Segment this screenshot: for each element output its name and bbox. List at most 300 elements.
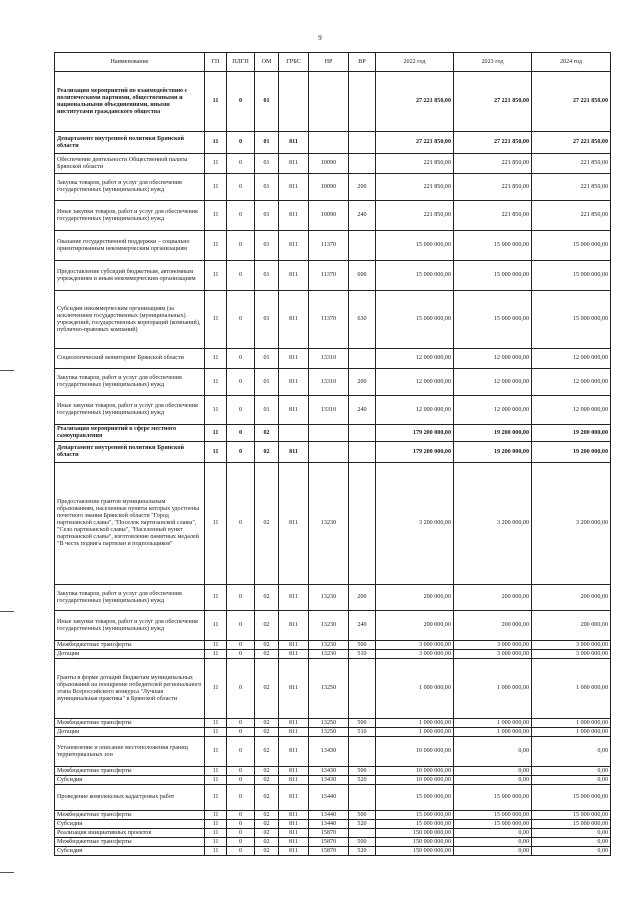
cell-nr: 13440 — [309, 811, 349, 820]
cell-nr: 13440 — [309, 785, 349, 811]
cell-plgp: 0 — [227, 72, 255, 132]
cell-amount-2024: 0,00 — [532, 737, 611, 767]
cell-name: Предоставление грантов муниципальным образованиям, населенные пункты которых удостоены почетного звания Брянской области "Город партизанской славы", "Поселок партизанской славы", "Село партизанской славы", "Населенный пункт партизанской славы", изготовление памятных медалей "В честь подвига партизан и подпольщиков" — [55, 463, 205, 585]
cell-vr: 240 — [349, 201, 376, 231]
cell-name: Установление и описание местоположения границ территориальных зон — [55, 737, 205, 767]
cell-plgp: 0 — [227, 650, 255, 659]
cell-amount-2024: 0,00 — [532, 767, 611, 776]
cell-vr — [349, 463, 376, 585]
cell-amount-2023: 27 221 850,00 — [454, 72, 532, 132]
cell-name: Департамент внутренней политики Брянской области — [55, 442, 205, 463]
cell-amount-2022: 15 000 000,00 — [376, 291, 454, 349]
cell-vr — [349, 785, 376, 811]
cell-amount-2023: 12 000 000,00 — [454, 396, 532, 425]
cell-amount-2024: 3 000 000,00 — [532, 650, 611, 659]
cell-name: Предоставление субсидий бюджетным, автономным учреждениям и иным некоммерческим организациям — [55, 261, 205, 291]
cell-plgp: 0 — [227, 261, 255, 291]
cell-grbs: 811 — [279, 785, 309, 811]
cell-amount-2022: 3 000 000,00 — [376, 650, 454, 659]
cell-amount-2024: 15 000 000,00 — [532, 261, 611, 291]
header-name: Наименование — [55, 53, 205, 72]
cell-plgp: 0 — [227, 396, 255, 425]
cell-om: 01 — [255, 154, 279, 174]
cell-name: Субсидии — [55, 820, 205, 829]
table-row — [55, 201, 611, 231]
cell-gp: 11 — [205, 820, 227, 829]
cell-amount-2022: 179 200 000,00 — [376, 425, 454, 442]
cell-vr: 520 — [349, 847, 376, 856]
cell-amount-2022: 12 000 000,00 — [376, 396, 454, 425]
cell-nr: 10090 — [309, 154, 349, 174]
cell-vr: 200 — [349, 369, 376, 396]
cell-gp: 11 — [205, 396, 227, 425]
cell-amount-2022: 221 850,00 — [376, 154, 454, 174]
cell-amount-2023: 3 200 000,00 — [454, 463, 532, 585]
cell-grbs: 811 — [279, 641, 309, 650]
cell-name: Департамент внутренней политики Брянской области — [55, 132, 205, 154]
cell-nr: 13310 — [309, 349, 349, 369]
cell-om: 01 — [255, 201, 279, 231]
table-row — [55, 847, 611, 856]
cell-grbs: 811 — [279, 396, 309, 425]
cell-plgp: 0 — [227, 349, 255, 369]
header-2022: 2022 год — [376, 53, 454, 72]
cell-grbs: 811 — [279, 442, 309, 463]
cell-nr: 15870 — [309, 847, 349, 856]
table-row — [55, 291, 611, 349]
table-row — [55, 737, 611, 767]
cell-name: Межбюджетные трансферты — [55, 811, 205, 820]
scan-edge-mark — [0, 611, 14, 612]
cell-grbs: 811 — [279, 369, 309, 396]
cell-om: 02 — [255, 847, 279, 856]
header-grbs: ГРБС — [279, 53, 309, 72]
cell-amount-2024: 15 000 000,00 — [532, 820, 611, 829]
cell-om: 01 — [255, 174, 279, 201]
cell-amount-2023: 221 850,00 — [454, 201, 532, 231]
header-plgp: ПЛГП — [227, 53, 255, 72]
cell-vr: 520 — [349, 820, 376, 829]
cell-grbs: 811 — [279, 132, 309, 154]
table-row — [55, 231, 611, 261]
cell-nr: 13230 — [309, 650, 349, 659]
cell-plgp: 0 — [227, 174, 255, 201]
cell-grbs: 811 — [279, 820, 309, 829]
table-row — [55, 396, 611, 425]
cell-om: 01 — [255, 231, 279, 261]
table-row — [55, 838, 611, 847]
cell-amount-2023: 12 000 000,00 — [454, 349, 532, 369]
table-header-row — [55, 53, 611, 72]
cell-nr: 11370 — [309, 291, 349, 349]
cell-om: 02 — [255, 776, 279, 785]
cell-nr: 10090 — [309, 201, 349, 231]
cell-om: 02 — [255, 820, 279, 829]
cell-plgp: 0 — [227, 611, 255, 641]
cell-amount-2023: 15 000 000,00 — [454, 261, 532, 291]
cell-grbs: 811 — [279, 811, 309, 820]
cell-plgp: 0 — [227, 463, 255, 585]
cell-nr — [309, 442, 349, 463]
cell-plgp: 0 — [227, 201, 255, 231]
cell-amount-2022: 1 000 000,00 — [376, 659, 454, 719]
cell-amount-2022: 200 000,00 — [376, 585, 454, 611]
cell-name: Закупка товаров, работ и услуг для обеспечения государственных (муниципальных) нужд — [55, 585, 205, 611]
cell-amount-2023: 1 000 000,00 — [454, 728, 532, 737]
cell-vr: 200 — [349, 585, 376, 611]
cell-om: 02 — [255, 585, 279, 611]
cell-amount-2022: 1 000 000,00 — [376, 728, 454, 737]
cell-amount-2022: 221 850,00 — [376, 174, 454, 201]
cell-plgp: 0 — [227, 291, 255, 349]
cell-grbs: 811 — [279, 728, 309, 737]
cell-nr: 11370 — [309, 261, 349, 291]
table-row — [55, 820, 611, 829]
cell-amount-2023: 19 200 000,00 — [454, 425, 532, 442]
cell-amount-2022: 12 000 000,00 — [376, 349, 454, 369]
cell-om: 01 — [255, 291, 279, 349]
page-number: 9 — [318, 34, 322, 42]
table-row — [55, 442, 611, 463]
cell-name: Оказание государственной поддержки – социально ориентированным некоммерческим организациям — [55, 231, 205, 261]
cell-nr: 13230 — [309, 611, 349, 641]
cell-plgp: 0 — [227, 737, 255, 767]
scan-edge-mark — [0, 370, 14, 371]
cell-amount-2022: 10 000 000,00 — [376, 767, 454, 776]
cell-name: Обеспечение деятельности Общественной палаты Брянской области — [55, 154, 205, 174]
cell-name: Реализация мероприятий в сфере местного самоуправления — [55, 425, 205, 442]
header-2024: 2024 год — [532, 53, 611, 72]
table-row — [55, 776, 611, 785]
cell-name: Проведение комплексных кадастровых работ — [55, 785, 205, 811]
header-2023: 2023 год — [454, 53, 532, 72]
cell-nr: 13430 — [309, 737, 349, 767]
cell-vr — [349, 442, 376, 463]
cell-grbs: 811 — [279, 611, 309, 641]
cell-nr: 10090 — [309, 174, 349, 201]
cell-vr — [349, 72, 376, 132]
cell-gp: 11 — [205, 291, 227, 349]
cell-name: Субсидии некоммерческим организациям (за исключением государственных (муниципальных) учреждений, государственных корпораций (компаний), публично-правовых компаний) — [55, 291, 205, 349]
cell-amount-2023: 12 000 000,00 — [454, 369, 532, 396]
cell-vr — [349, 132, 376, 154]
cell-amount-2023: 3 000 000,00 — [454, 650, 532, 659]
cell-vr: 500 — [349, 767, 376, 776]
cell-amount-2022: 1 000 000,00 — [376, 719, 454, 728]
cell-plgp: 0 — [227, 776, 255, 785]
cell-plgp: 0 — [227, 369, 255, 396]
table-row — [55, 585, 611, 611]
cell-grbs — [279, 425, 309, 442]
cell-plgp: 0 — [227, 585, 255, 611]
cell-amount-2023: 15 000 000,00 — [454, 820, 532, 829]
cell-amount-2024: 1 000 000,00 — [532, 659, 611, 719]
cell-gp: 11 — [205, 442, 227, 463]
cell-om: 02 — [255, 838, 279, 847]
cell-nr: 11370 — [309, 231, 349, 261]
cell-gp: 11 — [205, 811, 227, 820]
cell-om: 02 — [255, 811, 279, 820]
table-row — [55, 611, 611, 641]
cell-om: 02 — [255, 785, 279, 811]
cell-vr — [349, 425, 376, 442]
cell-grbs: 811 — [279, 174, 309, 201]
table-row — [55, 650, 611, 659]
scan-edge-mark — [0, 872, 14, 873]
cell-grbs: 811 — [279, 659, 309, 719]
cell-gp: 11 — [205, 425, 227, 442]
cell-grbs: 811 — [279, 261, 309, 291]
budget-table — [54, 52, 611, 856]
cell-grbs: 811 — [279, 231, 309, 261]
cell-nr — [309, 425, 349, 442]
cell-nr: 15870 — [309, 838, 349, 847]
cell-om: 01 — [255, 349, 279, 369]
cell-amount-2023: 221 850,00 — [454, 154, 532, 174]
cell-amount-2022: 15 000 000,00 — [376, 785, 454, 811]
table-row — [55, 767, 611, 776]
cell-grbs: 811 — [279, 829, 309, 838]
cell-vr: 630 — [349, 291, 376, 349]
cell-grbs: 811 — [279, 719, 309, 728]
cell-plgp: 0 — [227, 820, 255, 829]
cell-plgp: 0 — [227, 132, 255, 154]
cell-om: 02 — [255, 442, 279, 463]
cell-grbs: 811 — [279, 776, 309, 785]
cell-amount-2024: 3 000 000,00 — [532, 641, 611, 650]
cell-amount-2023: 15 000 000,00 — [454, 231, 532, 261]
table-row — [55, 659, 611, 719]
cell-grbs: 811 — [279, 737, 309, 767]
cell-om: 01 — [255, 396, 279, 425]
cell-name: Межбюджетные трансферты — [55, 719, 205, 728]
cell-gp: 11 — [205, 719, 227, 728]
cell-plgp: 0 — [227, 425, 255, 442]
table-row — [55, 154, 611, 174]
cell-vr: 510 — [349, 728, 376, 737]
cell-gp: 11 — [205, 650, 227, 659]
cell-amount-2024: 15 000 000,00 — [532, 785, 611, 811]
cell-om: 02 — [255, 463, 279, 585]
table-row — [55, 719, 611, 728]
cell-amount-2022: 15 000 000,00 — [376, 231, 454, 261]
cell-amount-2024: 3 200 000,00 — [532, 463, 611, 585]
cell-grbs — [279, 72, 309, 132]
cell-amount-2023: 19 200 000,00 — [454, 442, 532, 463]
cell-name: Социологический мониторинг Брянской области — [55, 349, 205, 369]
table-row — [55, 829, 611, 838]
cell-amount-2024: 0,00 — [532, 847, 611, 856]
cell-name: Иные закупки товаров, работ и услуг для обеспечения государственных (муниципальных) нужд — [55, 201, 205, 231]
cell-grbs: 811 — [279, 154, 309, 174]
cell-amount-2024: 12 000 000,00 — [532, 396, 611, 425]
cell-om: 02 — [255, 659, 279, 719]
cell-amount-2023: 200 000,00 — [454, 585, 532, 611]
cell-plgp: 0 — [227, 659, 255, 719]
cell-nr — [309, 72, 349, 132]
cell-grbs: 811 — [279, 349, 309, 369]
cell-amount-2023: 200 000,00 — [454, 611, 532, 641]
cell-amount-2024: 12 000 000,00 — [532, 349, 611, 369]
cell-amount-2022: 150 000 000,00 — [376, 829, 454, 838]
cell-plgp: 0 — [227, 728, 255, 737]
cell-plgp: 0 — [227, 231, 255, 261]
cell-gp: 11 — [205, 261, 227, 291]
cell-amount-2024: 1 000 000,00 — [532, 728, 611, 737]
cell-gp: 11 — [205, 737, 227, 767]
cell-nr: 13230 — [309, 641, 349, 650]
cell-name: Межбюджетные трансферты — [55, 838, 205, 847]
cell-amount-2022: 10 000 000,00 — [376, 737, 454, 767]
cell-plgp: 0 — [227, 785, 255, 811]
cell-vr — [349, 829, 376, 838]
cell-grbs: 811 — [279, 463, 309, 585]
cell-vr: 510 — [349, 650, 376, 659]
cell-vr: 240 — [349, 611, 376, 641]
cell-gp: 11 — [205, 132, 227, 154]
cell-name: Субсидии — [55, 776, 205, 785]
cell-gp: 11 — [205, 463, 227, 585]
cell-name: Закупка товаров, работ и услуг для обеспечения государственных (муниципальных) нужд — [55, 369, 205, 396]
cell-amount-2023: 0,00 — [454, 847, 532, 856]
cell-om: 01 — [255, 261, 279, 291]
cell-gp: 11 — [205, 838, 227, 847]
cell-grbs: 811 — [279, 847, 309, 856]
cell-name: Иные закупки товаров, работ и услуг для обеспечения государственных (муниципальных) нужд — [55, 611, 205, 641]
cell-gp: 11 — [205, 349, 227, 369]
cell-gp: 11 — [205, 641, 227, 650]
cell-vr: 240 — [349, 396, 376, 425]
cell-amount-2022: 15 000 000,00 — [376, 820, 454, 829]
cell-amount-2024: 221 850,00 — [532, 174, 611, 201]
cell-amount-2022: 15 000 000,00 — [376, 261, 454, 291]
cell-plgp: 0 — [227, 847, 255, 856]
cell-gp: 11 — [205, 776, 227, 785]
table-row — [55, 132, 611, 154]
cell-gp: 11 — [205, 369, 227, 396]
cell-gp: 11 — [205, 611, 227, 641]
cell-vr: 500 — [349, 641, 376, 650]
cell-gp: 11 — [205, 829, 227, 838]
cell-vr — [349, 154, 376, 174]
cell-amount-2024: 0,00 — [532, 838, 611, 847]
cell-gp: 11 — [205, 231, 227, 261]
cell-amount-2024: 15 000 000,00 — [532, 291, 611, 349]
cell-amount-2024: 1 000 000,00 — [532, 719, 611, 728]
cell-amount-2024: 19 200 000,00 — [532, 442, 611, 463]
cell-amount-2022: 179 200 000,00 — [376, 442, 454, 463]
cell-plgp: 0 — [227, 442, 255, 463]
cell-plgp: 0 — [227, 767, 255, 776]
cell-amount-2022: 150 000 000,00 — [376, 838, 454, 847]
cell-vr — [349, 349, 376, 369]
cell-nr: 13310 — [309, 396, 349, 425]
cell-grbs: 811 — [279, 838, 309, 847]
cell-amount-2022: 27 221 850,00 — [376, 132, 454, 154]
cell-amount-2022: 221 850,00 — [376, 201, 454, 231]
cell-gp: 11 — [205, 767, 227, 776]
cell-name: Межбюджетные трансферты — [55, 767, 205, 776]
cell-om: 02 — [255, 425, 279, 442]
table-row — [55, 728, 611, 737]
table-body — [55, 72, 611, 856]
cell-gp: 11 — [205, 201, 227, 231]
cell-om: 02 — [255, 650, 279, 659]
cell-amount-2024: 200 000,00 — [532, 585, 611, 611]
cell-gp: 11 — [205, 154, 227, 174]
cell-gp: 11 — [205, 785, 227, 811]
cell-nr: 15870 — [309, 829, 349, 838]
header-om: ОМ — [255, 53, 279, 72]
cell-grbs: 811 — [279, 585, 309, 611]
cell-amount-2023: 221 850,00 — [454, 174, 532, 201]
cell-amount-2023: 15 000 000,00 — [454, 291, 532, 349]
cell-vr: 500 — [349, 719, 376, 728]
cell-amount-2023: 0,00 — [454, 776, 532, 785]
cell-om: 02 — [255, 767, 279, 776]
cell-amount-2024: 27 221 850,00 — [532, 72, 611, 132]
cell-amount-2022: 12 000 000,00 — [376, 369, 454, 396]
cell-plgp: 0 — [227, 154, 255, 174]
cell-name: Дотации — [55, 728, 205, 737]
cell-amount-2024: 15 000 000,00 — [532, 811, 611, 820]
cell-vr: 200 — [349, 174, 376, 201]
cell-vr: 520 — [349, 776, 376, 785]
cell-nr: 13250 — [309, 719, 349, 728]
cell-grbs: 811 — [279, 291, 309, 349]
cell-om: 02 — [255, 737, 279, 767]
cell-amount-2024: 221 850,00 — [532, 201, 611, 231]
cell-vr — [349, 231, 376, 261]
cell-vr: 500 — [349, 811, 376, 820]
cell-amount-2023: 3 000 000,00 — [454, 641, 532, 650]
header-nr: НР — [309, 53, 349, 72]
cell-gp: 11 — [205, 174, 227, 201]
cell-om: 02 — [255, 829, 279, 838]
cell-nr: 13430 — [309, 767, 349, 776]
table-row — [55, 349, 611, 369]
cell-grbs: 811 — [279, 767, 309, 776]
cell-amount-2023: 15 000 000,00 — [454, 785, 532, 811]
table-row — [55, 641, 611, 650]
cell-nr: 13440 — [309, 820, 349, 829]
cell-grbs: 811 — [279, 201, 309, 231]
cell-amount-2023: 1 000 000,00 — [454, 659, 532, 719]
cell-amount-2023: 0,00 — [454, 767, 532, 776]
cell-nr: 13250 — [309, 659, 349, 719]
header-gp: ГП — [205, 53, 227, 72]
cell-amount-2024: 200 000,00 — [532, 611, 611, 641]
cell-vr: 600 — [349, 261, 376, 291]
cell-nr: 13430 — [309, 776, 349, 785]
cell-amount-2022: 27 221 850,00 — [376, 72, 454, 132]
table-row — [55, 785, 611, 811]
cell-name: Субсидии — [55, 847, 205, 856]
cell-amount-2024: 19 200 000,00 — [532, 425, 611, 442]
table-row — [55, 369, 611, 396]
cell-amount-2022: 3 200 000,00 — [376, 463, 454, 585]
cell-amount-2023: 15 000 000,00 — [454, 811, 532, 820]
cell-nr: 13310 — [309, 369, 349, 396]
cell-vr — [349, 737, 376, 767]
cell-nr: 13230 — [309, 585, 349, 611]
table-row — [55, 425, 611, 442]
cell-amount-2024: 221 850,00 — [532, 154, 611, 174]
cell-gp: 11 — [205, 585, 227, 611]
table-row — [55, 174, 611, 201]
cell-om: 02 — [255, 728, 279, 737]
cell-amount-2024: 27 221 850,00 — [532, 132, 611, 154]
